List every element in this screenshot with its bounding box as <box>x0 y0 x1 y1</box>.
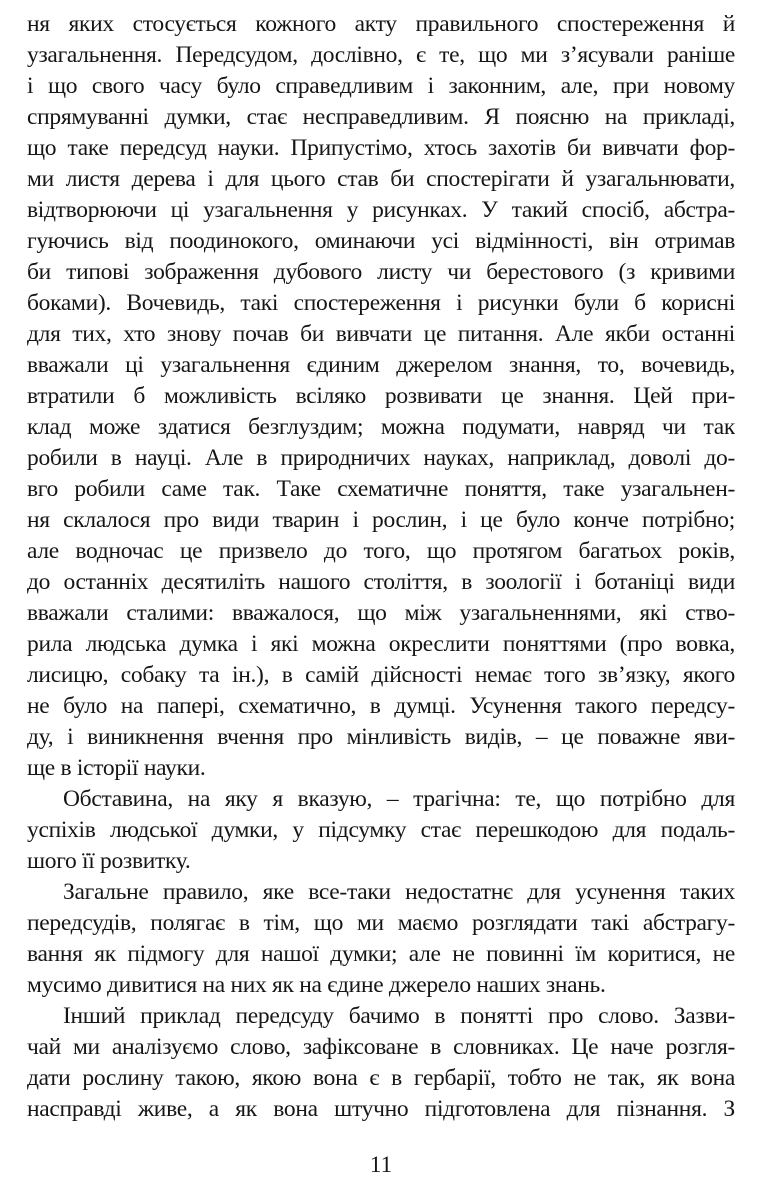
text-line: гуючись від поодинокого, оминаючи усі відмінності, він отримав <box>27 228 735 254</box>
text-line: шого її розвитку. <box>27 848 191 874</box>
text-line: боками). Вочевидь, такі спостереження і рисунки були б корисні <box>27 290 735 316</box>
text-line: Загальне правило, яке все-таки недостатнє для усунення таких <box>63 879 735 905</box>
text-line: дати рослину такою, якою вона є в гербарії, тобто не так, як вона <box>27 1065 735 1091</box>
text-line: для тих, хто знову почав би вивчати це питання. Але якби останні <box>27 321 735 347</box>
text-line: вання як підмогу для нашої думки; але не повинні їм коритися, не <box>27 941 735 967</box>
page-number: 11 <box>369 1152 393 1177</box>
text-line: до останніх десятиліть нашого століття, в зоології і ботаніці види <box>27 569 735 595</box>
text-line: ми листя дерева і для цього став би спостерігати й узагальнювати, <box>27 166 735 192</box>
text-line: насправді живе, а як вона штучно підготовлена для пізнання. З <box>27 1096 735 1122</box>
text-line: Обставина, на яку я вказую, – трагічна: те, що потрібно для <box>63 786 735 812</box>
text-line: відтворюючи ці узагальнення у рисунках. У такий спосіб, абстра- <box>27 197 735 223</box>
text-line: ня склалося про види тварин і рослин, і це було конче потрібно; <box>27 507 735 533</box>
text-line: ня яких стосується кожного акту правильного спостереження й <box>27 11 735 37</box>
text-line: ду, і виникнення вчення про мінливість видів, – це поважне яви- <box>27 724 735 750</box>
text-line: чай ми аналізуємо слово, зафіксоване в словниках. Це наче розгля- <box>27 1034 735 1060</box>
text-line: узагальнення. Передсудом, дослівно, є те, що ми з’ясували раніше <box>27 42 735 68</box>
text-line: вго робили саме так. Таке схематичне поняття, таке узагальнен- <box>27 476 735 502</box>
text-line: ще в історії науки. <box>27 755 206 781</box>
text-line: робили в науці. Але в природничих науках, наприклад, доволі до- <box>27 445 735 471</box>
text-line: але водночас це призвело до того, що протягом багатьох років, <box>27 538 735 564</box>
text-line: спрямуванні думки, стає несправедливим. Я поясню на прикладі, <box>27 104 735 130</box>
text-block <box>27 9 735 1125</box>
text-line: що таке передсуд науки. Припустімо, хтось захотів би вивчати фор- <box>27 135 735 161</box>
text-line: вважали сталими: вважалося, що між узагальненнями, які ство- <box>27 600 735 626</box>
text-line: Інший приклад передсуду бачимо в понятті про слово. Зазви- <box>63 1003 735 1029</box>
text-line: не було на папері, схематично, в думці. Усунення такого передсу- <box>27 693 735 719</box>
text-line: лисицю, собаку та ін.), в самій дійсності немає того зв’язку, якого <box>27 662 735 688</box>
text-line: би типові зображення дубового листу чи берестового (з кривими <box>27 259 735 285</box>
text-line: втратили б можливість всіляко розвивати це знання. Цей при- <box>27 383 735 409</box>
text-line: і що свого часу було справедливим і законним, але, при новому <box>27 73 735 99</box>
text-line: успіхів людської думки, у підсумку стає перешкодою для подаль- <box>27 817 735 843</box>
text-line: мусимо дивитися на них як на єдине джерело наших знань. <box>27 972 606 998</box>
text-line: передсудів, полягає в тім, що ми маємо розглядати такі абстрагу- <box>27 910 735 936</box>
text-line: рила людська думка і які можна окреслити поняттями (про вовка, <box>27 631 735 657</box>
text-line: клад може здатися безглуздим; можна подумати, навряд чи так <box>27 414 735 440</box>
text-line: вважали ці узагальнення єдиним джерелом знання, то, вочевидь, <box>27 352 735 378</box>
